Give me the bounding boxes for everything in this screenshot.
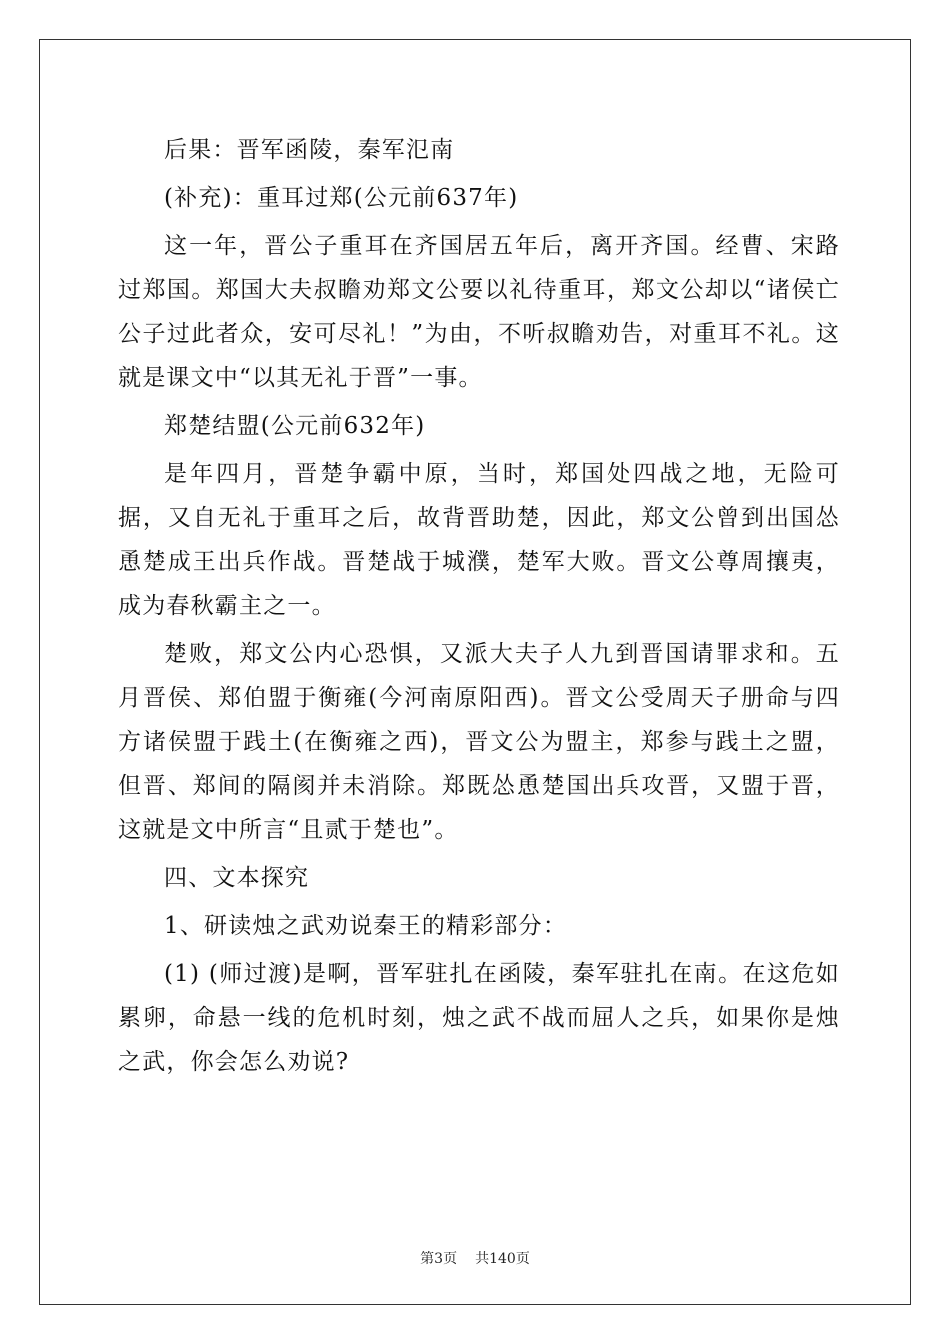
paragraph-alliance-heading: 郑楚结盟(公元前632年) bbox=[164, 413, 426, 439]
paragraph-chengpu-battle: 是年四月，晋楚争霸中原，当时，郑国处四战之地，无险可据，又自无礼于重耳之后，故背晋助楚，因此，郑文公曾到出国怂恿楚成王出兵作战。晋楚战于城濮，楚军大败。晋文公尊周攘夷，成为春秋霸主之一。 bbox=[118, 461, 840, 619]
document-body bbox=[118, 128, 840, 1084]
subsection-heading-study: 1、研读烛之武劝说秦王的精彩部分： bbox=[164, 913, 568, 939]
page-number: 第3页 bbox=[420, 1251, 458, 1267]
paragraph-supplement-heading: (补充)：重耳过郑(公元前637年) bbox=[164, 185, 519, 211]
paragraph-consequence: 后果：晋军函陵，秦军氾南 bbox=[164, 137, 455, 163]
paragraph-jiantu-alliance: 楚败，郑文公内心恐惧，又派大夫子人九到晋国请罪求和。五月晋侯、郑伯盟于衡雍(今河南原阳西)。晋文公受周天子册命与四方诸侯盟于践土(在衡雍之西)，晋文公为盟主，郑参与践土之盟，但晋、郑间的隔阂并未消除。郑既怂恿楚国出兵攻晋，又盟于晋，这就是文中所言“且贰于楚也”。 bbox=[118, 641, 840, 843]
page-total: 共140页 bbox=[475, 1251, 530, 1267]
paragraph-teacher-transition: (1) (师过渡)是啊，晋军驻扎在函陵，秦军驻扎在南。在这危如累卵，命悬一线的危机时刻，烛之武不战而屈人之兵，如果你是烛之武，你会怎么劝说? bbox=[118, 961, 840, 1075]
paragraph-chonger-story: 这一年，晋公子重耳在齐国居五年后，离开齐国。经曹、宋路过郑国。郑国大夫叔瞻劝郑文公要以礼待重耳，郑文公却以“诸侯亡公子过此者众，安可尽礼！”为由，不听叔瞻劝告，对重耳不礼。这就是课文中“以其无礼于晋”一事。 bbox=[118, 233, 840, 391]
page-footer bbox=[0, 1248, 950, 1268]
section-heading-text-inquiry: 四、文本探究 bbox=[164, 865, 310, 891]
